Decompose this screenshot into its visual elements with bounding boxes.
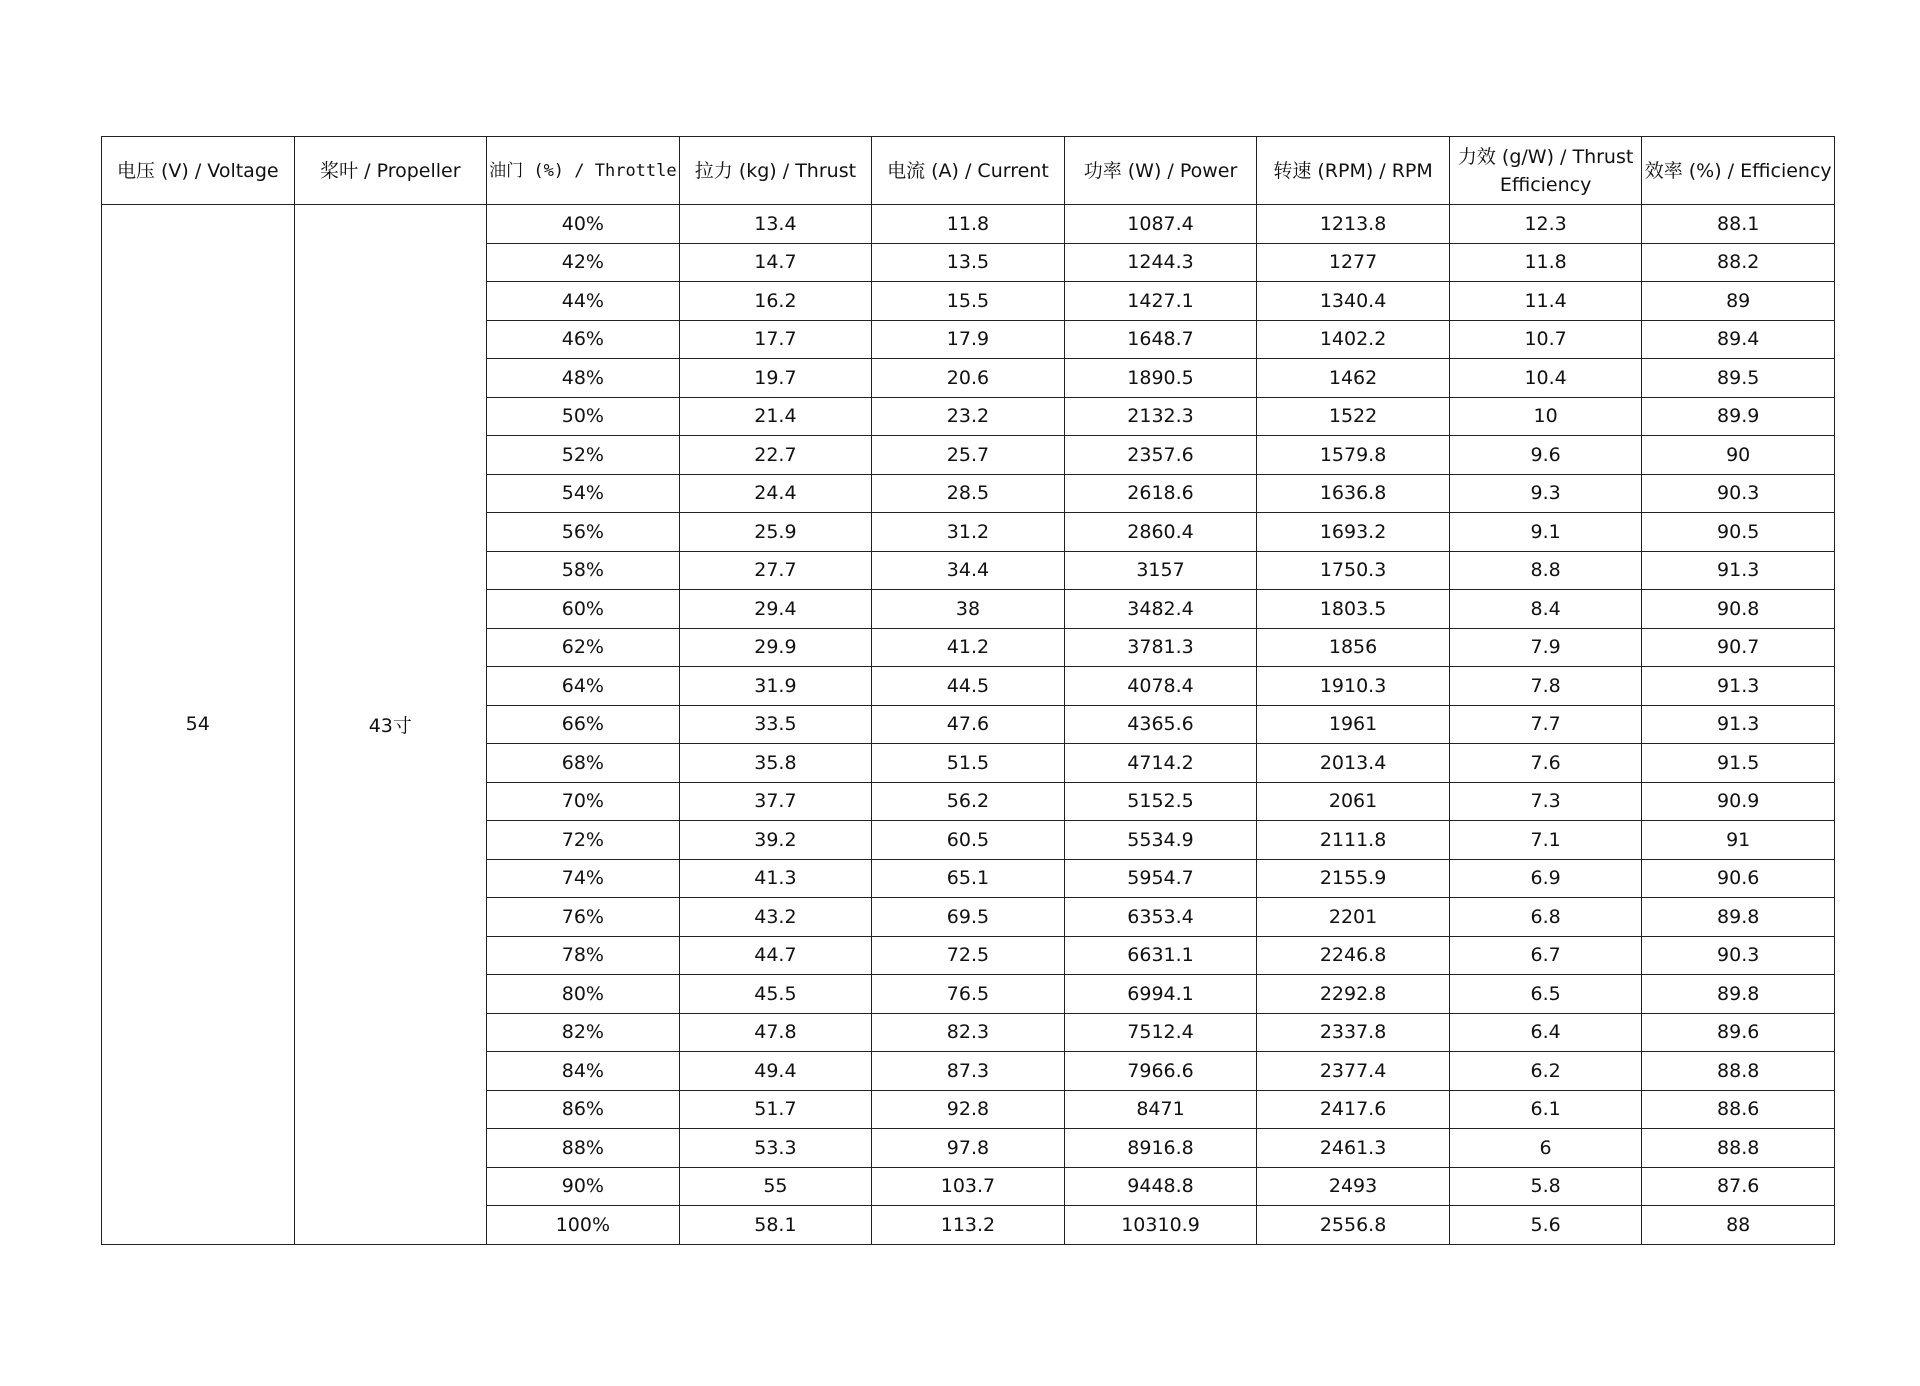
thrust-efficiency-cell: 6.9	[1449, 859, 1642, 898]
efficiency-cell: 88.8	[1642, 1052, 1835, 1091]
thrust-cell: 29.4	[679, 590, 872, 629]
thrust-efficiency-cell: 7.1	[1449, 821, 1642, 860]
thrust-cell: 37.7	[679, 782, 872, 821]
rpm-cell: 2556.8	[1257, 1206, 1450, 1245]
thrust-cell: 49.4	[679, 1052, 872, 1091]
power-cell: 2357.6	[1064, 436, 1257, 475]
thrust-efficiency-cell: 6.1	[1449, 1090, 1642, 1129]
thrust-cell: 45.5	[679, 975, 872, 1014]
current-cell: 28.5	[872, 474, 1065, 513]
power-cell: 4365.6	[1064, 705, 1257, 744]
throttle-cell: 50%	[487, 397, 680, 436]
thrust-cell: 35.8	[679, 744, 872, 783]
table-body	[102, 205, 1835, 1245]
throttle-cell: 84%	[487, 1052, 680, 1091]
power-cell: 5534.9	[1064, 821, 1257, 860]
efficiency-cell: 91.3	[1642, 705, 1835, 744]
thrust-efficiency-cell: 7.9	[1449, 628, 1642, 667]
rpm-cell: 2111.8	[1257, 821, 1450, 860]
efficiency-cell: 88.2	[1642, 243, 1835, 282]
thrust-efficiency-cell: 7.7	[1449, 705, 1642, 744]
current-cell: 69.5	[872, 898, 1065, 937]
power-cell: 3781.3	[1064, 628, 1257, 667]
rpm-cell: 2461.3	[1257, 1129, 1450, 1168]
rpm-cell: 1961	[1257, 705, 1450, 744]
rpm-cell: 2493	[1257, 1167, 1450, 1206]
throttle-cell: 54%	[487, 474, 680, 513]
rpm-cell: 2246.8	[1257, 936, 1450, 975]
current-cell: 56.2	[872, 782, 1065, 821]
current-cell: 15.5	[872, 282, 1065, 321]
efficiency-cell: 88.1	[1642, 205, 1835, 244]
current-cell: 76.5	[872, 975, 1065, 1014]
current-cell: 17.9	[872, 320, 1065, 359]
throttle-cell: 48%	[487, 359, 680, 398]
power-cell: 6631.1	[1064, 936, 1257, 975]
rpm-cell: 2377.4	[1257, 1052, 1450, 1091]
thrust-cell: 25.9	[679, 513, 872, 552]
current-cell: 51.5	[872, 744, 1065, 783]
thrust-cell: 24.4	[679, 474, 872, 513]
current-cell: 13.5	[872, 243, 1065, 282]
power-cell: 2860.4	[1064, 513, 1257, 552]
thrust-cell: 43.2	[679, 898, 872, 937]
throttle-cell: 42%	[487, 243, 680, 282]
current-cell: 92.8	[872, 1090, 1065, 1129]
efficiency-cell: 89.6	[1642, 1013, 1835, 1052]
rpm-cell: 1856	[1257, 628, 1450, 667]
thrust-cell: 16.2	[679, 282, 872, 321]
thrust-cell: 22.7	[679, 436, 872, 475]
thrust-cell: 41.3	[679, 859, 872, 898]
efficiency-cell: 90.5	[1642, 513, 1835, 552]
power-cell: 1890.5	[1064, 359, 1257, 398]
header-thrust: 拉力 (kg) / Thrust	[679, 137, 872, 205]
efficiency-cell: 91.3	[1642, 551, 1835, 590]
thrust-efficiency-cell: 6.8	[1449, 898, 1642, 937]
rpm-cell: 1579.8	[1257, 436, 1450, 475]
efficiency-cell: 88.8	[1642, 1129, 1835, 1168]
efficiency-cell: 88.6	[1642, 1090, 1835, 1129]
header-voltage: 电压 (V) / Voltage	[102, 137, 295, 205]
header-efficiency: 效率 (%) / Efficiency	[1642, 137, 1835, 205]
current-cell: 38	[872, 590, 1065, 629]
thrust-cell: 17.7	[679, 320, 872, 359]
efficiency-cell: 89	[1642, 282, 1835, 321]
efficiency-cell: 90.3	[1642, 936, 1835, 975]
current-cell: 20.6	[872, 359, 1065, 398]
header-rpm: 转速 (RPM) / RPM	[1257, 137, 1450, 205]
efficiency-cell: 87.6	[1642, 1167, 1835, 1206]
efficiency-cell: 90.7	[1642, 628, 1835, 667]
header-throttle: 油门 (%) / Throttle	[487, 137, 680, 205]
rpm-cell: 2201	[1257, 898, 1450, 937]
current-cell: 82.3	[872, 1013, 1065, 1052]
efficiency-cell: 89.4	[1642, 320, 1835, 359]
rpm-cell: 2292.8	[1257, 975, 1450, 1014]
throttle-cell: 52%	[487, 436, 680, 475]
current-cell: 23.2	[872, 397, 1065, 436]
power-cell: 1427.1	[1064, 282, 1257, 321]
current-cell: 113.2	[872, 1206, 1065, 1245]
thrust-efficiency-cell: 9.3	[1449, 474, 1642, 513]
thrust-efficiency-cell: 11.8	[1449, 243, 1642, 282]
thrust-cell: 51.7	[679, 1090, 872, 1129]
thrust-cell: 47.8	[679, 1013, 872, 1052]
voltage-cell: 54	[102, 205, 295, 1245]
current-cell: 47.6	[872, 705, 1065, 744]
current-cell: 87.3	[872, 1052, 1065, 1091]
power-cell: 10310.9	[1064, 1206, 1257, 1245]
rpm-cell: 2417.6	[1257, 1090, 1450, 1129]
header-propeller: 桨叶 / Propeller	[294, 137, 487, 205]
power-cell: 2132.3	[1064, 397, 1257, 436]
rpm-cell: 1910.3	[1257, 667, 1450, 706]
header-thrust-efficiency: 力效 (g/W) / Thrust Efficiency	[1449, 137, 1642, 205]
throttle-cell: 88%	[487, 1129, 680, 1168]
power-cell: 6353.4	[1064, 898, 1257, 937]
power-cell: 3157	[1064, 551, 1257, 590]
thrust-efficiency-cell: 7.8	[1449, 667, 1642, 706]
rpm-cell: 1693.2	[1257, 513, 1450, 552]
rpm-cell: 1402.2	[1257, 320, 1450, 359]
rpm-cell: 1213.8	[1257, 205, 1450, 244]
current-cell: 60.5	[872, 821, 1065, 860]
power-cell: 8471	[1064, 1090, 1257, 1129]
current-cell: 34.4	[872, 551, 1065, 590]
current-cell: 25.7	[872, 436, 1065, 475]
thrust-efficiency-cell: 10.4	[1449, 359, 1642, 398]
power-cell: 5954.7	[1064, 859, 1257, 898]
thrust-efficiency-cell: 9.6	[1449, 436, 1642, 475]
thrust-efficiency-cell: 6.2	[1449, 1052, 1642, 1091]
rpm-cell: 2061	[1257, 782, 1450, 821]
power-cell: 5152.5	[1064, 782, 1257, 821]
thrust-efficiency-cell: 12.3	[1449, 205, 1642, 244]
thrust-cell: 58.1	[679, 1206, 872, 1245]
rpm-cell: 2155.9	[1257, 859, 1450, 898]
thrust-cell: 19.7	[679, 359, 872, 398]
propeller-cell: 43寸	[294, 205, 487, 1245]
thrust-cell: 21.4	[679, 397, 872, 436]
thrust-efficiency-cell: 6	[1449, 1129, 1642, 1168]
thrust-cell: 33.5	[679, 705, 872, 744]
efficiency-cell: 90.6	[1642, 859, 1835, 898]
header-power: 功率 (W) / Power	[1064, 137, 1257, 205]
current-cell: 11.8	[872, 205, 1065, 244]
rpm-cell: 1462	[1257, 359, 1450, 398]
thrust-cell: 27.7	[679, 551, 872, 590]
current-cell: 97.8	[872, 1129, 1065, 1168]
thrust-efficiency-cell: 8.8	[1449, 551, 1642, 590]
thrust-cell: 29.9	[679, 628, 872, 667]
power-cell: 4714.2	[1064, 744, 1257, 783]
throttle-cell: 86%	[487, 1090, 680, 1129]
efficiency-cell: 91.3	[1642, 667, 1835, 706]
efficiency-cell: 91.5	[1642, 744, 1835, 783]
throttle-cell: 76%	[487, 898, 680, 937]
power-cell: 7966.6	[1064, 1052, 1257, 1091]
current-cell: 103.7	[872, 1167, 1065, 1206]
power-cell: 2618.6	[1064, 474, 1257, 513]
efficiency-cell: 90.8	[1642, 590, 1835, 629]
rpm-cell: 1750.3	[1257, 551, 1450, 590]
power-cell: 1087.4	[1064, 205, 1257, 244]
power-cell: 4078.4	[1064, 667, 1257, 706]
throttle-cell: 64%	[487, 667, 680, 706]
efficiency-cell: 89.9	[1642, 397, 1835, 436]
current-cell: 72.5	[872, 936, 1065, 975]
efficiency-cell: 89.5	[1642, 359, 1835, 398]
throttle-cell: 40%	[487, 205, 680, 244]
rpm-cell: 1803.5	[1257, 590, 1450, 629]
thrust-efficiency-cell: 11.4	[1449, 282, 1642, 321]
throttle-cell: 68%	[487, 744, 680, 783]
thrust-cell: 31.9	[679, 667, 872, 706]
rpm-cell: 1636.8	[1257, 474, 1450, 513]
efficiency-cell: 89.8	[1642, 975, 1835, 1014]
table-row	[102, 205, 1835, 244]
power-cell: 1648.7	[1064, 320, 1257, 359]
thrust-efficiency-cell: 7.3	[1449, 782, 1642, 821]
throttle-cell: 44%	[487, 282, 680, 321]
thrust-efficiency-cell: 6.7	[1449, 936, 1642, 975]
throttle-cell: 78%	[487, 936, 680, 975]
current-cell: 44.5	[872, 667, 1065, 706]
thrust-efficiency-cell: 7.6	[1449, 744, 1642, 783]
throttle-cell: 82%	[487, 1013, 680, 1052]
throttle-cell: 46%	[487, 320, 680, 359]
rpm-cell: 2337.8	[1257, 1013, 1450, 1052]
rpm-cell: 1277	[1257, 243, 1450, 282]
power-cell: 9448.8	[1064, 1167, 1257, 1206]
power-cell: 1244.3	[1064, 243, 1257, 282]
efficiency-cell: 90.3	[1642, 474, 1835, 513]
thrust-cell: 39.2	[679, 821, 872, 860]
throttle-cell: 62%	[487, 628, 680, 667]
efficiency-cell: 91	[1642, 821, 1835, 860]
power-cell: 8916.8	[1064, 1129, 1257, 1168]
thrust-efficiency-cell: 9.1	[1449, 513, 1642, 552]
header-row	[102, 137, 1835, 205]
thrust-cell: 44.7	[679, 936, 872, 975]
thrust-cell: 14.7	[679, 243, 872, 282]
throttle-cell: 90%	[487, 1167, 680, 1206]
thrust-cell: 53.3	[679, 1129, 872, 1168]
power-cell: 7512.4	[1064, 1013, 1257, 1052]
current-cell: 65.1	[872, 859, 1065, 898]
rpm-cell: 2013.4	[1257, 744, 1450, 783]
thrust-efficiency-cell: 10.7	[1449, 320, 1642, 359]
power-cell: 3482.4	[1064, 590, 1257, 629]
efficiency-cell: 90.9	[1642, 782, 1835, 821]
thrust-efficiency-cell: 8.4	[1449, 590, 1642, 629]
thrust-cell: 55	[679, 1167, 872, 1206]
rpm-cell: 1340.4	[1257, 282, 1450, 321]
thrust-efficiency-cell: 5.6	[1449, 1206, 1642, 1245]
throttle-cell: 72%	[487, 821, 680, 860]
power-cell: 6994.1	[1064, 975, 1257, 1014]
current-cell: 31.2	[872, 513, 1065, 552]
throttle-cell: 66%	[487, 705, 680, 744]
thrust-efficiency-cell: 6.4	[1449, 1013, 1642, 1052]
thrust-efficiency-cell: 6.5	[1449, 975, 1642, 1014]
current-cell: 41.2	[872, 628, 1065, 667]
throttle-cell: 60%	[487, 590, 680, 629]
header-current: 电流 (A) / Current	[872, 137, 1065, 205]
rpm-cell: 1522	[1257, 397, 1450, 436]
thrust-efficiency-cell: 5.8	[1449, 1167, 1642, 1206]
throttle-cell: 80%	[487, 975, 680, 1014]
thrust-cell: 13.4	[679, 205, 872, 244]
performance-table	[101, 136, 1835, 1245]
table-header	[102, 137, 1835, 205]
efficiency-cell: 90	[1642, 436, 1835, 475]
throttle-cell: 58%	[487, 551, 680, 590]
throttle-cell: 74%	[487, 859, 680, 898]
efficiency-cell: 89.8	[1642, 898, 1835, 937]
efficiency-cell: 88	[1642, 1206, 1835, 1245]
thrust-efficiency-cell: 10	[1449, 397, 1642, 436]
throttle-cell: 70%	[487, 782, 680, 821]
throttle-cell: 56%	[487, 513, 680, 552]
throttle-cell: 100%	[487, 1206, 680, 1245]
